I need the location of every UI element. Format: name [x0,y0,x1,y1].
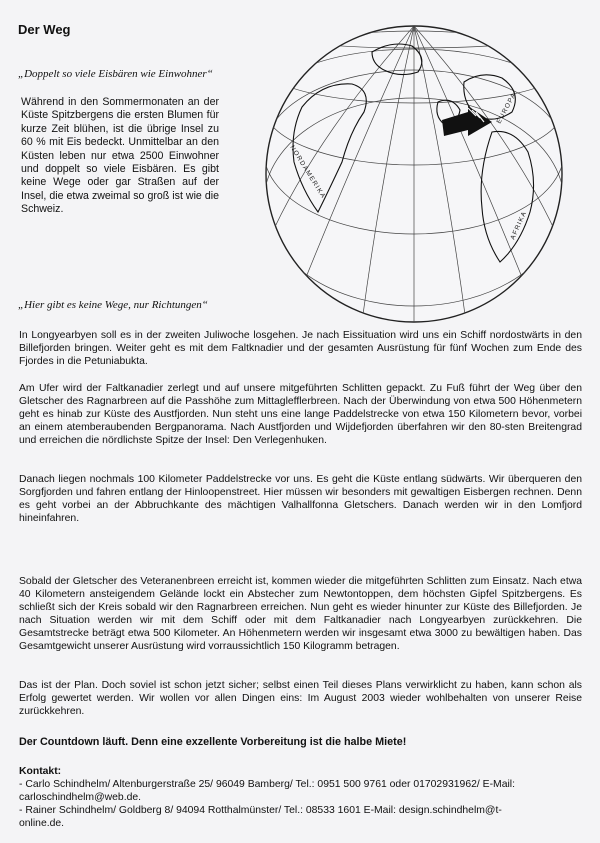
label-north-america: NORDAMERIKA [288,144,327,201]
quote-polar-bears: „Doppelt so viele Eisbären wie Einwohner“ [18,68,213,80]
label-africa: AFRIKA [509,209,529,241]
intro-paragraph: Während in den Sommermonaten an der Küste Spitzbergens die ersten Blumen für kurze Zeit blühen, ist die übrige Insel zu 60 % mit Eis bedeckt. Unmittelbar an den Küsten leben nur etwa 2500 Einwohner und doppelt so viele Eisbären. Es gibt keine Wege oder gar Straßen auf der Insel, die etwa zweimal so groß ist wie die Schweiz. [21,96,219,216]
countdown-statement: Der Countdown läuft. Denn eine exzellente Vorbereitung ist die halbe Miete! [19,736,407,748]
contact-line-carlo: - Carlo Schindhelm/ Altenburgerstraße 25/ 96049 Bamberg/ Tel.: 0951 500 9761 oder 01702931962/ E-Mail: [19,778,515,790]
globe-map-illustration [232,12,590,330]
paragraph-start: In Longyearbyen soll es in der zweiten Juliwoche losgehen. Je nach Eissituation wird uns ein Schiff nordostwärts in den Billefjorden bringen. Weiter geht es mit dem Faltknadier und der gesamten Ausrüstung für fünf Wochen zum Ende des Fjordes in die Petuniabukta. [19,330,582,367]
label-europe: EUROPA [495,91,518,125]
contact-email-carlo[interactable]: carloschindhelm@web.de. [19,791,142,803]
page-title: Der Weg [18,22,71,37]
quote-no-roads: „Hier gibt es keine Wege, nur Richtungen“ [18,299,208,311]
paragraph-plan: Das ist der Plan. Doch soviel ist schon jetzt sicher; selbst einen Teil dieses Plans verwirklicht zu haben, kann schon als Erfolg gewertet werden. Wir wollen vor allen Dingen eins: Im August 2003 wieder wohlbehalten von unserer Reise zurückkehren. [19,680,582,717]
contact-email-rainer[interactable]: online.de. [19,817,65,829]
paragraph-route-north: Am Ufer wird der Faltkanadier zerlegt und auf unsere mitgeführten Schlitten gepackt. Zu Fuß führt der Weg über den Gletscher des Ragnarbreen auf die Passhöhe zum Mittaglefflerbreen. Nach der Überwindung von etwa 500 Höhenmetern geht es hinab zur Küste des Austfjorden. Nun steht uns eine lange Paddelstrecke von etwa 150 Kilometern bevor, vorbei an einem atemberaubenden Bergpanorama. Nach Austfjorden und Wijdefjorden überfahren wir den 80-sten Breitengrad und erreichen die nördlichste Spitze der Insel: Den Verlegenhuken. [19,383,582,446]
paragraph-return: Sobald der Gletscher des Veteranenbreen erreicht ist, kommen wieder die mitgeführten Schlitten zum Einsatz. Nach etwa 40 Kilometern ansteigendem Gelände lockt ein Abstecher zum Newtontoppen, dem höchsten Gipfel Spitzbergens. Es schließt sich der Kreis sobald wir den Ragnarbreen erreichen. Nun geht es wieder hinunter zur Küste des Billefjorden. Je nach Situation werden wir mit dem Schiff oder mit dem Faltkanadier nach Longyearbyen zurückkehren. Die Gesamtstrecke beträgt etwa 500 Kilometer. An Höhenmetern werden wir insgesamt etwa 3000 zu bewältigen haben. Das Gesamtgewicht unserer Ausrüstung wird vorraussichtlich 150 Kilogramm betragen. [19,576,582,652]
contact-heading: Kontakt: [19,766,62,777]
contact-line-rainer: - Rainer Schindhelm/ Goldberg 8/ 94094 Rotthalmünster/ Tel.: 08533 1601 E-Mail: design.schindhelm@t- [19,804,502,816]
contact-block [19,766,582,831]
paragraph-route-south: Danach liegen nochmals 100 Kilometer Paddelstrecke vor uns. Es geht die Küste entlang südwärts. Wir überqueren den Sorgfjorden und fahren entlang der Hinloopenstreet. Hier müssen wir besonders mit gewaltigen Eisbergen rechnen. Denn es geht vorbei an der Abbruchkante des mächtigen Valhallfonna Gletschers. Danach werden wir in den Lomfjord hineinfahren. [19,474,582,524]
